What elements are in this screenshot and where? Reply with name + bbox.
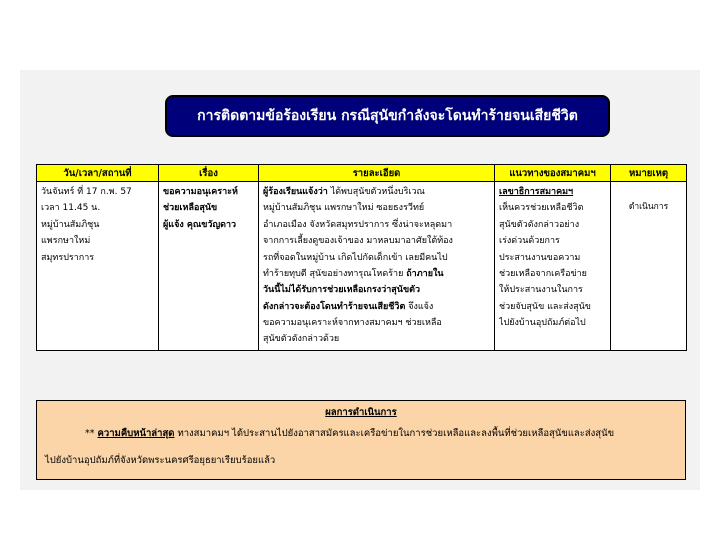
detail-line: อำเภอเมือง จังหวัดสมุทรปราการ ซึ่งน่าจะหลุดมา	[263, 219, 453, 230]
header-subject: เรื่อง	[159, 165, 259, 182]
reporter-line: ผู้แจ้ง คุณขวัญดาว	[163, 219, 237, 230]
detail-line: วันนี้ไม่ได้รับการช่วยเหลือเกรงว่าสุนัขตัว	[263, 285, 420, 296]
header-date: วัน/เวลา/สถานที่	[37, 165, 159, 182]
result-line: ไปยังบ้านอุปถัมภ์ที่จังหวัดพระนครศรีอยุธยาเรียบร้อยแล้ว	[45, 455, 276, 466]
approach-line: เร่งด่วนด้วยการ	[499, 236, 560, 247]
remark-text: ดำเนินการ	[628, 202, 669, 212]
approach-line: ประสานงานขอความ	[499, 252, 581, 263]
detail-line: สุนัขตัวดังกล่าวด้วย	[263, 334, 340, 345]
detail-line: ผู้ร้องเรียนแจ้งว่า ได้พบสุนัขตัวหนึ่งบริเวณ	[263, 187, 425, 197]
detail-line: ทำร้ายทุบตี สุนัขอย่างทารุณโหดร้าย ถ้าภายใน	[263, 268, 444, 279]
details-cell	[259, 182, 495, 351]
approach-line: ไปยังบ้านอุปถัมภ์ต่อไป	[499, 318, 586, 328]
approach-heading: เลขาธิการสมาคมฯ	[499, 187, 574, 197]
result-title: ผลการดำเนินการ	[325, 407, 397, 418]
result-text: ทางสมาคมฯ ได้ประสานไปยังอาสาสมัครและเครือข่ายในการช่วยเหลือและลงพื้นที่ช่วยเหลือสุนัขและส่งสุนัข	[174, 428, 615, 439]
result-panel	[36, 400, 686, 480]
date-cell	[37, 182, 159, 351]
place-line: หมู่บ้านสัมภิชุน	[41, 219, 100, 230]
table-header-row	[37, 165, 687, 182]
place-line: สมุทรปราการ	[41, 252, 95, 263]
approach-line: ช่วยจับสุนัข และส่งสุนัข	[499, 301, 591, 312]
approach-line: สุนัขตัวดังกล่าวอย่าง	[499, 219, 580, 230]
approach-line: ช่วยเหลือจากเครือข่าย	[499, 268, 587, 279]
detail-line: หมู่บ้านสัมภิชุน แพรกษาใหม่ ซอยธงรวีทย์	[263, 203, 425, 214]
approach-cell	[495, 182, 611, 351]
detail-line: รถที่จอดในหมู่บ้าน เกิดไปกัดเด็กเข้า เลยมีคนไป	[263, 252, 448, 263]
header-details: รายละเอียด	[259, 165, 495, 182]
subject-line: ช่วยเหลือสุนัข	[163, 203, 218, 214]
detail-line: จากการเลี้ยงดูของเจ้าของ มาหลบมาอาศัยใต้ท้อง	[263, 236, 453, 247]
result-line	[45, 426, 677, 441]
date-line: วันจันทร์ ที่ 17 ก.พ. 57	[41, 187, 132, 197]
table-row	[37, 182, 687, 351]
place-line: แพรกษาใหม่	[41, 236, 91, 247]
approach-line: เห็นควรช่วยเหลือชีวิต	[499, 203, 584, 214]
result-prefix: **	[85, 428, 98, 439]
header-approach: แนวทางของสมาคมฯ	[495, 165, 611, 182]
detail-line: ขอความอนุเคราะห์จากทางสมาคมฯ ช่วยเหลือ	[263, 318, 442, 328]
remark-cell	[611, 182, 687, 351]
subject-line: ขอความอนุเคราะห์	[163, 187, 238, 197]
header-remark: หมายเหตุ	[611, 165, 687, 182]
result-highlight: ความคืบหน้าล่าสุด	[97, 428, 175, 439]
subject-cell	[159, 182, 259, 351]
time-line: เวลา 11.45 น.	[41, 203, 101, 214]
detail-line: ดังกล่าวจะต้องโดนทำร้ายจนเสียชีวิต จึงแจ้ง	[263, 301, 434, 312]
slide-title-text: การติดตามข้อร้องเรียน กรณีสุนัขกำลังจะโดนทำร้ายจนเสียชีวิต	[197, 108, 578, 124]
complaint-table	[36, 164, 687, 351]
approach-line: ให้ประสานงานในการ	[499, 285, 583, 296]
slide-title	[165, 95, 610, 137]
